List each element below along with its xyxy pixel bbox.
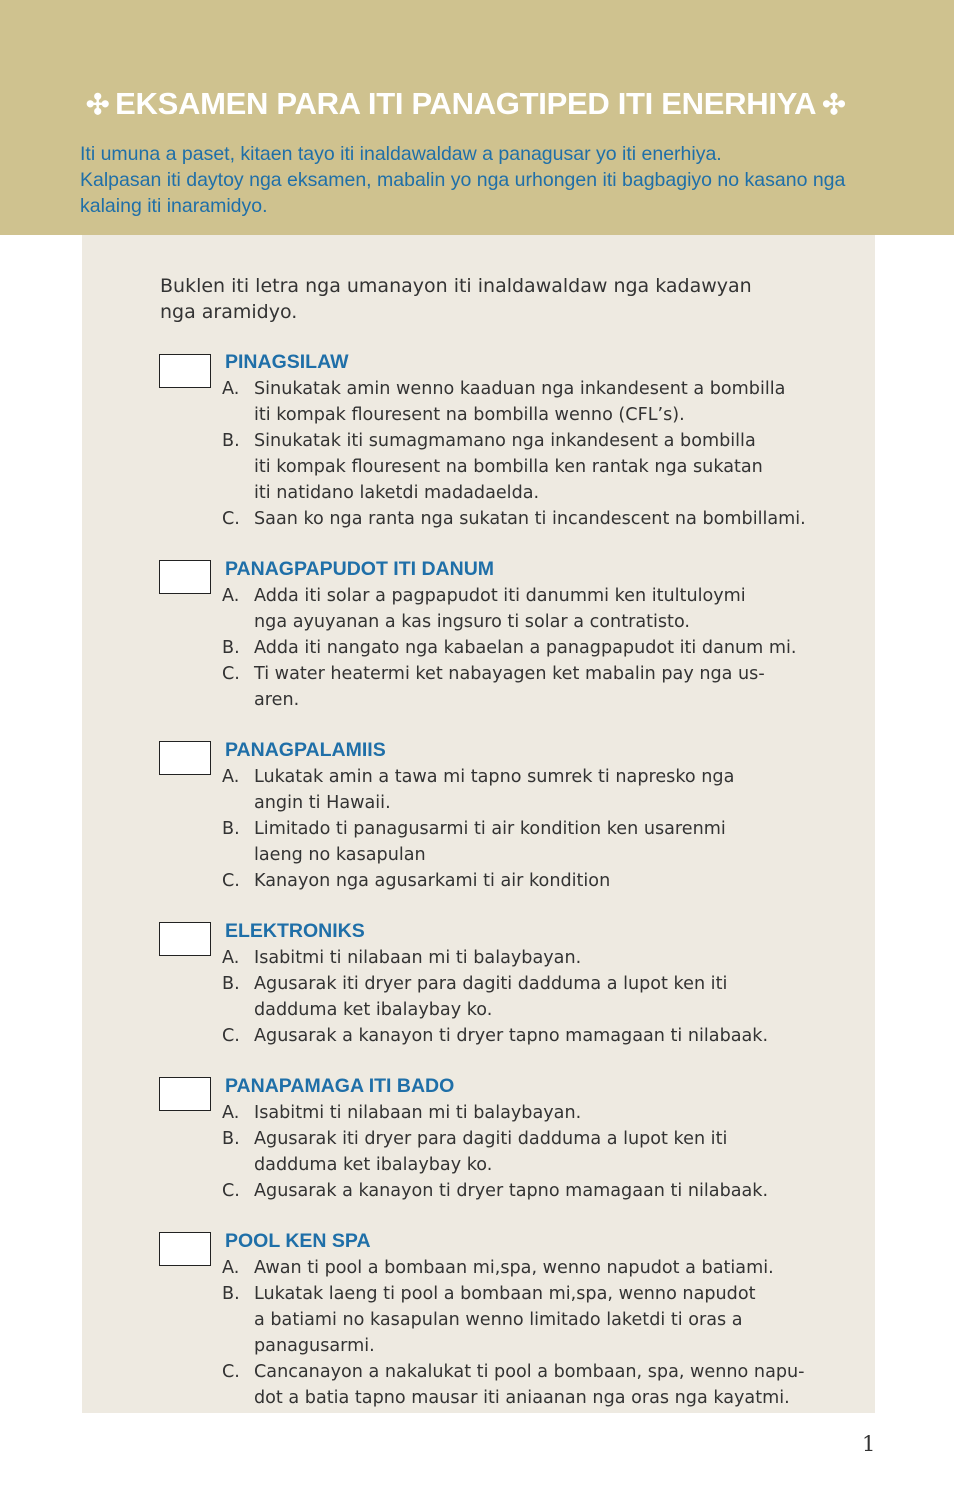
section-title-panagpalamiis: PANAGPALAMIIS bbox=[225, 739, 386, 761]
option-letter: C. bbox=[222, 509, 240, 529]
ornament-right-icon: ✣ bbox=[822, 89, 846, 120]
answer-box-panagpalamiis[interactable] bbox=[159, 741, 211, 775]
option-line: Cancanayon a nakalukat ti pool a bombaan, spa, wenno napu- bbox=[254, 1362, 805, 1382]
option-line: Ti water heatermi ket nabayagen ket mabalin pay nga us- bbox=[254, 664, 765, 684]
option-line: iti natidano laketdi madadaelda. bbox=[254, 483, 540, 503]
section-title-pinagsilaw: PINAGSILAW bbox=[225, 351, 349, 373]
option-letter: C. bbox=[222, 664, 240, 684]
option-line: Limitado ti panagusarmi ti air kondition ken usarenmi bbox=[254, 819, 726, 839]
option-letter: A. bbox=[222, 767, 240, 787]
option-line: Saan ko nga ranta nga sukatan ti incandescent na bombillami. bbox=[254, 509, 806, 529]
option-letter: C. bbox=[222, 1362, 240, 1382]
intro-line: Iti umuna a paset, kitaen tayo iti inaldawaldaw a panagusar yo iti enerhiya. bbox=[80, 143, 722, 165]
option-letter: B. bbox=[222, 974, 240, 994]
option-letter: A. bbox=[222, 379, 240, 399]
option-line: panagusarmi. bbox=[254, 1336, 375, 1356]
instructions bbox=[160, 273, 800, 325]
option-line: iti kompak flouresent na bombilla wenno (CFL’s). bbox=[254, 405, 685, 425]
answer-box-pinagsilaw[interactable] bbox=[159, 354, 211, 388]
option-letter: A. bbox=[222, 1258, 240, 1278]
intro-line: kalaing iti inaramidyo. bbox=[80, 195, 268, 217]
answer-box-pool-ken-spa[interactable] bbox=[159, 1232, 211, 1266]
option-line: Awan ti pool a bombaan mi,spa, wenno napudot a batiami. bbox=[254, 1258, 774, 1278]
option-letter: B. bbox=[222, 1284, 240, 1304]
option-letter: B. bbox=[222, 431, 240, 451]
option-line: laeng no kasapulan bbox=[254, 845, 426, 865]
option-line: Isabitmi ti nilabaan mi ti balaybayan. bbox=[254, 1103, 582, 1123]
option-line: Adda iti solar a pagpapudot iti danummi ken itultuloymi bbox=[254, 586, 746, 606]
option-letter: A. bbox=[222, 1103, 240, 1123]
answer-box-panagpapudot[interactable] bbox=[159, 560, 211, 594]
page-title bbox=[80, 86, 900, 122]
option-line: Agusarak iti dryer para dagiti dadduma a lupot ken iti bbox=[254, 1129, 728, 1149]
option-line: Lukatak amin a tawa mi tapno sumrek ti napresko nga bbox=[254, 767, 735, 787]
option-letter: C. bbox=[222, 871, 240, 891]
option-letter: C. bbox=[222, 1181, 240, 1201]
option-letter: A. bbox=[222, 948, 240, 968]
option-letter: C. bbox=[222, 1026, 240, 1046]
option-line: angin ti Hawaii. bbox=[254, 793, 391, 813]
option-line: nga ayuyanan a kas ingsuro ti solar a contratisto. bbox=[254, 612, 691, 632]
option-line: dadduma ket ibalaybay ko. bbox=[254, 1155, 493, 1175]
option-line: Agusarak a kanayon ti dryer tapno mamagaan ti nilabaak. bbox=[254, 1181, 769, 1201]
option-line: aren. bbox=[254, 690, 300, 710]
page-title-text: EKSAMEN PARA ITI PANAGTIPED ITI ENERHIYA bbox=[115, 86, 817, 121]
answer-box-elektroniks[interactable] bbox=[159, 922, 211, 956]
option-line: Sinukatak amin wenno kaaduan nga inkandesent a bombilla bbox=[254, 379, 786, 399]
section-title-panagpapudot: PANAGPAPUDOT ITI DANUM bbox=[225, 558, 495, 580]
answer-box-panapamaga[interactable] bbox=[159, 1077, 211, 1111]
intro-text bbox=[80, 141, 900, 219]
intro-line: Kalpasan iti daytoy nga eksamen, mabalin yo nga urhongen iti bagbagiyo no kasano nga bbox=[80, 169, 846, 191]
option-line: Isabitmi ti nilabaan mi ti balaybayan. bbox=[254, 948, 582, 968]
option-line: dot a batia tapno mausar iti aniaanan nga oras nga kayatmi. bbox=[254, 1388, 790, 1408]
option-line: iti kompak flouresent na bombilla ken rantak nga sukatan bbox=[254, 457, 763, 477]
option-letter: A. bbox=[222, 586, 240, 606]
section-title-pool-ken-spa: POOL KEN SPA bbox=[225, 1230, 371, 1252]
section-title-elektroniks: ELEKTRONIKS bbox=[225, 920, 365, 942]
instructions-line: nga aramidyo. bbox=[160, 301, 298, 323]
instructions-line: Buklen iti letra nga umanayon iti inaldawaldaw nga kadawyan bbox=[160, 275, 752, 297]
option-line: Adda iti nangato nga kabaelan a panagpapudot iti danum mi. bbox=[254, 638, 797, 658]
option-letter: B. bbox=[222, 1129, 240, 1149]
option-line: dadduma ket ibalaybay ko. bbox=[254, 1000, 493, 1020]
ornament-left-icon: ✣ bbox=[86, 89, 110, 120]
option-line: Lukatak laeng ti pool a bombaan mi,spa, wenno napudot bbox=[254, 1284, 756, 1304]
header-banner bbox=[0, 0, 954, 235]
option-letter: B. bbox=[222, 638, 240, 658]
option-letter: B. bbox=[222, 819, 240, 839]
option-line: Kanayon nga agusarkami ti air kondition bbox=[254, 871, 611, 891]
option-line: Agusarak a kanayon ti dryer tapno mamagaan ti nilabaak. bbox=[254, 1026, 769, 1046]
section-title-panapamaga: PANAPAMAGA ITI BADO bbox=[225, 1075, 455, 1097]
option-line: Sinukatak iti sumagmamano nga inkandesent a bombilla bbox=[254, 431, 756, 451]
option-line: Agusarak iti dryer para dagiti dadduma a lupot ken iti bbox=[254, 974, 728, 994]
option-line: a batiami no kasapulan wenno limitado laketdi ti oras a bbox=[254, 1310, 743, 1330]
page-number: 1 bbox=[862, 1432, 876, 1456]
